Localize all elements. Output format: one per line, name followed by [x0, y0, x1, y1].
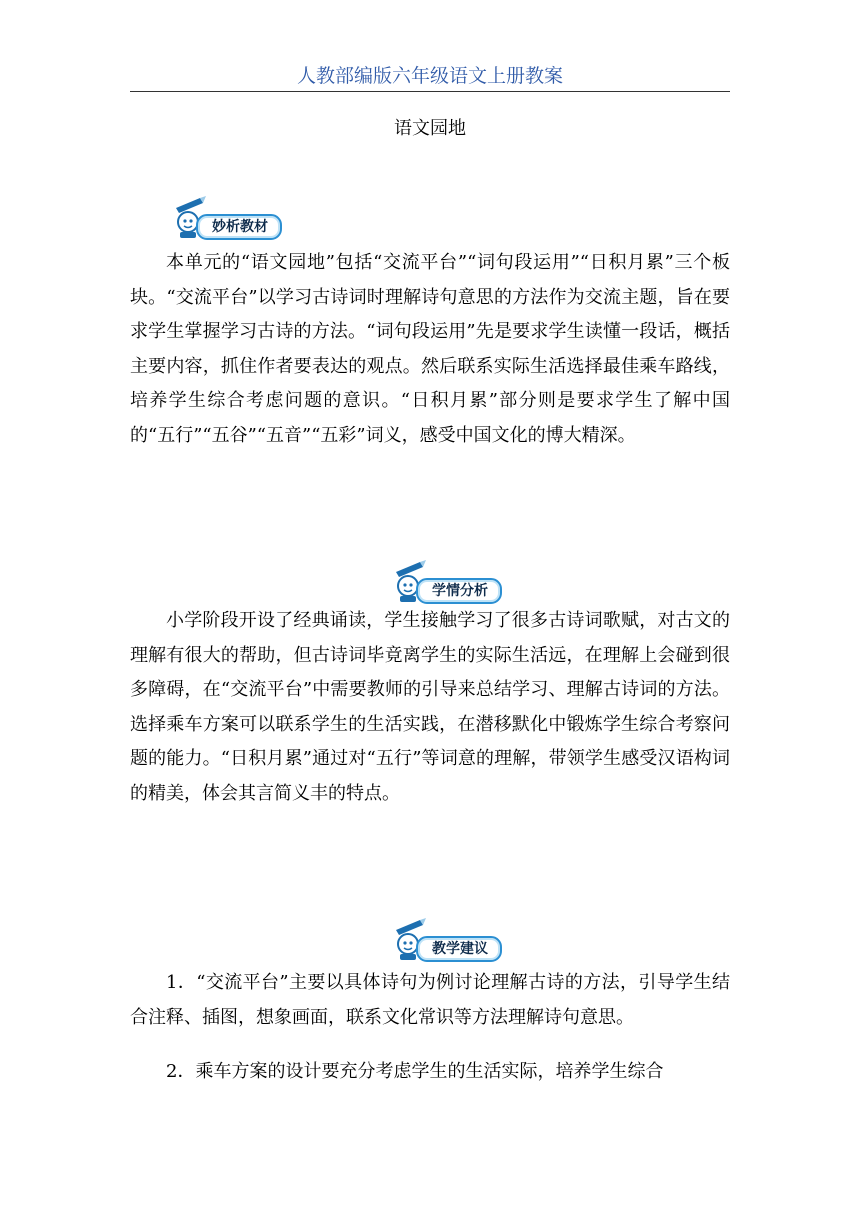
paragraph: 本单元的“语文园地”包括“交流平台”“词句段运用”“日积月累”三个板块。“交流平台”以学习古诗词时理解诗句意思的方法作为交流主题，旨在要求学生掌握学习古诗的方法。“词句段运用”先是要求学生读懂一段话，概括主要内容，抓住作者要表达的观点。然后联系实际生活选择最佳乘车路线，培养学生综合考虑问题的意识。“日积月累”部分则是要求学生了解中国的“五行”“五谷”“五音”“五彩”词义，感受中国文化的博大精深。 [130, 252, 730, 446]
section-badge-textbook-analysis [170, 194, 300, 240]
section-badge-label: 妙析教材 [196, 214, 282, 240]
section-badge-teaching-suggestions [390, 916, 520, 962]
paragraph: 2．乘车方案的设计要充分考虑学生的生活实际，培养学生综合 [166, 1061, 664, 1082]
header-rule [130, 91, 730, 92]
paragraph: 1．“交流平台”主要以具体诗句为例讨论理解古诗的方法，引导学生结合注释、插图，想象画面，联系文化常识等方法理解诗句意思。 [130, 972, 730, 1028]
document-header: 人教部编版六年级语文上册教案 [296, 65, 563, 87]
page-title: 语文园地 [394, 118, 466, 139]
section-badge-student-analysis [390, 558, 520, 604]
paragraph: 小学阶段开设了经典诵读，学生接触学习了很多古诗词歌赋，对古文的理解有很大的帮助，但古诗词毕竟离学生的实际生活远，在理解上会碰到很多障碍，在“交流平台”中需要教师的引导来总结学习、理解古诗词的方法。选择乘车方案可以联系学生的生活实践，在潜移默化中锻炼学生综合考察问题的能力。“日积月累”通过对“五行”等词意的理解，带领学生感受汉语构词的精美，体会其言简义丰的特点。 [130, 610, 730, 804]
section-badge-label: 教学建议 [416, 936, 502, 962]
section-badge-label: 学情分析 [416, 578, 502, 604]
